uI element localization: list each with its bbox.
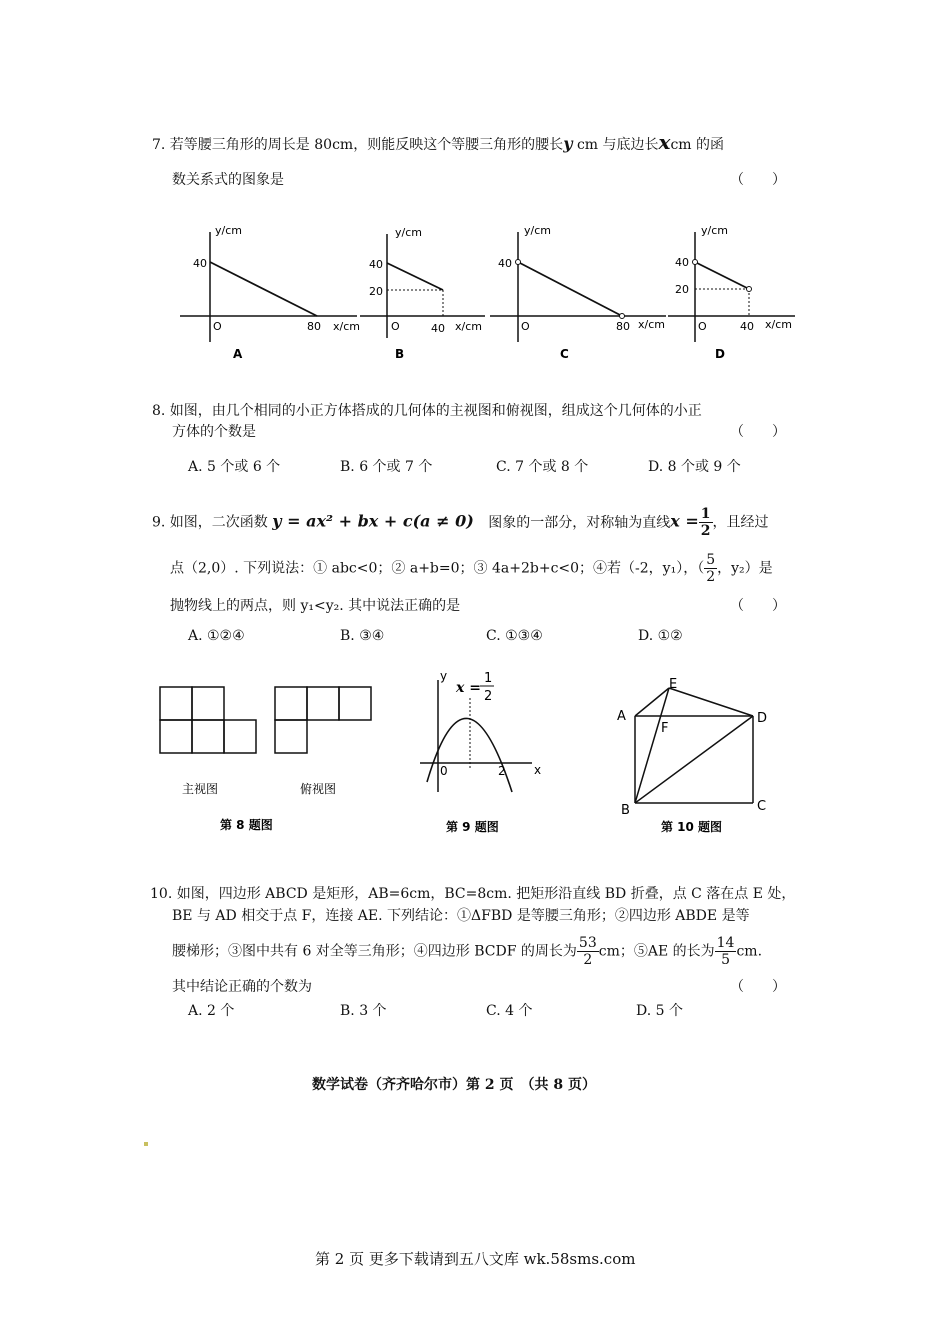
tick-label: 80 — [307, 320, 321, 333]
option-label: C — [560, 347, 569, 361]
q10-choice-d: D. 5 个 — [636, 1003, 683, 1019]
axis-label: x/cm — [333, 320, 360, 333]
q7-answer-bracket: （ ） — [730, 172, 786, 188]
q10-choice-b: B. 3 个 — [340, 1003, 387, 1019]
point-d: D — [757, 711, 768, 726]
graph-half-num: 1 — [484, 671, 493, 686]
q10-line3: 腰梯形；③图中共有 6 对全等三角形；④四边形 BCDF 的周长为 $\frac{53}{2}$ cm；⑤AE 的长为 $\frac{14}{5}$ cm. — [172, 935, 763, 968]
graph-axis-eq: x = — [456, 680, 481, 696]
tick-label: 40 — [431, 322, 445, 335]
top-view-grid — [275, 687, 371, 753]
q9-choice-a: A. ①②④ — [188, 628, 245, 644]
q7-graph-d — [665, 220, 805, 365]
q10-figure — [605, 670, 805, 840]
q9-figure — [412, 660, 562, 840]
axis-label: y/cm — [524, 224, 551, 237]
tick-label: 40 — [369, 258, 383, 271]
graph-origin: 0 — [440, 764, 448, 778]
site-note: 第 2 页 更多下载请到五八文库 wk.58sms.com — [315, 1250, 636, 1268]
q8-choice-b: B. 6 个或 7 个 — [340, 459, 433, 475]
tick-label: 20 — [675, 283, 689, 296]
point-e: E — [669, 677, 678, 692]
tick-label: 40 — [498, 257, 512, 270]
point-c: C — [757, 799, 767, 814]
front-view-label: 主视图 — [182, 782, 219, 796]
q9-line3: 抛物线上的两点，则 y₁<y₂. 其中说法正确的是 — [170, 598, 461, 614]
origin-label: O — [698, 320, 707, 333]
graph-y-label: y — [440, 669, 448, 683]
axis-label: y/cm — [215, 224, 242, 237]
q7-graph-b — [355, 220, 495, 365]
q10-answer-bracket: （ ） — [730, 979, 786, 995]
q7-graph-a — [175, 220, 365, 365]
graph-half-den: 2 — [484, 689, 493, 704]
tick-label: 40 — [740, 320, 754, 333]
q10-choice-a: A. 2 个 — [188, 1003, 235, 1019]
tick-label: 80 — [616, 320, 630, 333]
q10-line1: 10. 如图，四边形 ABCD 是矩形，AB=6cm，BC=8cm. 把矩形沿直线 BD 折叠，点 C 落在点 E 处， — [150, 886, 796, 902]
q8-choice-a: A. 5 个或 6 个 — [188, 459, 281, 475]
q10-choice-c: C. 4 个 — [486, 1003, 533, 1019]
option-label: A — [233, 347, 243, 361]
graph-x-label: x — [534, 763, 542, 777]
q8-answer-bracket: （ ） — [730, 424, 786, 440]
q9-caption: 第 9 题图 — [446, 820, 499, 834]
axis-label: x/cm — [455, 320, 482, 333]
origin-label: O — [213, 320, 222, 333]
point-f: F — [661, 721, 669, 736]
q8-line2: 方体的个数是 — [172, 424, 256, 440]
q7-line2: 数关系式的图象是 — [172, 172, 284, 188]
tick-label: 40 — [193, 257, 207, 270]
q8-choice-d: D. 8 个或 9 个 — [648, 459, 741, 475]
scan-speck — [144, 1142, 148, 1146]
tick-label: 40 — [675, 256, 689, 269]
q9-choice-c: C. ①③④ — [486, 628, 543, 644]
q8-line1: 8. 如图，由几个相同的小正方体搭成的几何体的主视图和俯视图，组成这个几何体的小正 — [152, 403, 702, 419]
origin-label: O — [391, 320, 400, 333]
q9-choice-d: D. ①② — [638, 628, 683, 644]
axis-label: y/cm — [395, 226, 422, 239]
axis-label: y/cm — [701, 224, 728, 237]
q10-line2: BE 与 AD 相交于点 F，连接 AE. 下列结论：①ΔFBD 是等腰三角形；②四边形 ABDE 是等 — [172, 908, 750, 924]
tick-label: 20 — [369, 285, 383, 298]
q9-answer-bracket: （ ） — [730, 598, 786, 614]
q8-figure — [150, 680, 380, 840]
axis-label: x/cm — [638, 318, 665, 331]
graph-tick-2: 2 — [498, 764, 506, 778]
q7-graph-c — [480, 220, 670, 365]
q8-caption: 第 8 题图 — [220, 818, 273, 832]
q10-line4: 其中结论正确的个数为 — [172, 979, 312, 995]
q10-caption: 第 10 题图 — [661, 820, 723, 834]
page-footer-label: 数学试卷（齐齐哈尔市）第 2 页 （共 8 页） — [312, 1077, 596, 1093]
top-view-label: 俯视图 — [300, 782, 337, 796]
front-view-grid — [160, 687, 256, 753]
option-label: D — [715, 347, 725, 361]
axis-label: x/cm — [765, 318, 792, 331]
q9-line2: 点（2,0）. 下列说法：① abc<0；② a+b=0；③ 4a+2b+c<0；④若（-2，y₁），（ $\frac{5}{2}$ ，y₂）是 — [170, 552, 773, 585]
point-b: B — [621, 803, 630, 818]
origin-label: O — [521, 320, 530, 333]
q8-choice-c: C. 7 个或 8 个 — [496, 459, 589, 475]
option-label: B — [395, 347, 405, 361]
point-a: A — [617, 709, 626, 724]
q9-line1: 9. 如图，二次函数 y = ax² + bx + c(a ≠ 0) 图象的一部分，对称轴为直线x = $\frac{1}{2}$ ，且经过 — [152, 506, 769, 539]
q9-formula: y = ax² + bx + c(a ≠ 0) — [272, 511, 474, 531]
q9-choice-b: B. ③④ — [340, 628, 385, 644]
q7-line1: 7. 若等腰三角形的周长是 80cm，则能反映这个等腰三角形的腰长y cm 与底边长xcm 的函 — [152, 130, 725, 154]
